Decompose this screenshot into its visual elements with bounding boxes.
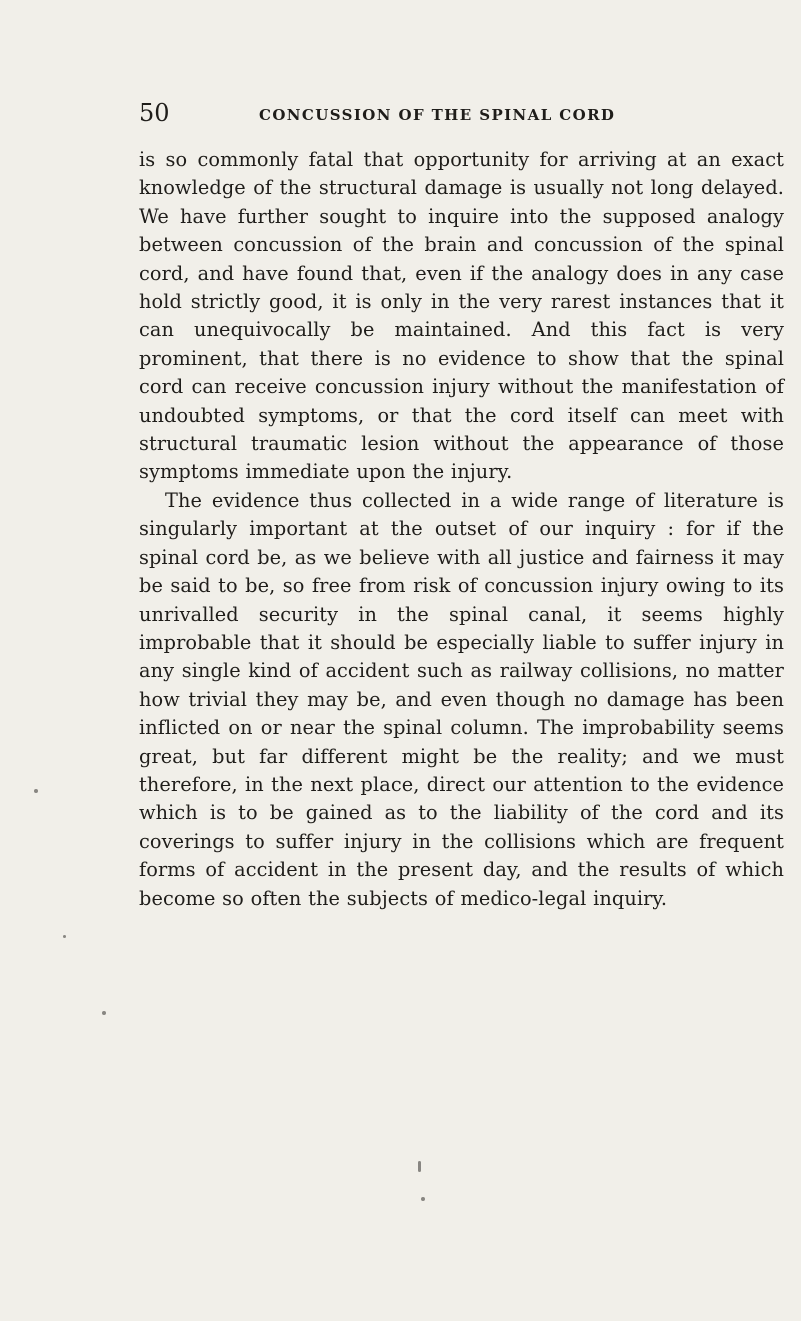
page-number: 50: [139, 99, 170, 127]
scan-speck: [63, 935, 66, 938]
scan-speck: [418, 1161, 421, 1172]
scan-speck: [102, 1011, 106, 1015]
scan-speck: [421, 1197, 425, 1201]
paragraph-evidence: The evidence thus collected in a wide range of literature is singularly important at the outset of our inquiry : for if the spinal cord be, as we believe with all justice and fairness it may be said to be, so free from risk of concussion injury owing to its unrivalled security in the spinal canal, it seems highly improbable that it should be especially liable to suffer injury in any single kind of accident such as railway collisions, no matter how trivial they may be, and even though no damage has been inflicted on or near the spinal column. The improbability seems great, but far different might be the reality; and we must therefore, in the next place, direct our attention to the evidence which is to be gained as to the liability of the cord and its coverings to suffer injury in the collisions which are frequent forms of accident in the present day, and the results of which become so often the subjects of medico-legal inquiry.: [139, 488, 784, 910]
page-body-text: [139, 146, 784, 913]
running-header: [139, 101, 776, 129]
running-title: CONCUSSION OF THE SPINAL CORD: [259, 106, 616, 124]
scan-speck: [34, 789, 38, 793]
paragraph-continuation: is so commonly fatal that opportunity for arriving at an exact knowledge of the structural damage is usually not long delayed. We have further sought to inquire into the supposed analogy between concussion of the brain and concussion of the spinal cord, and have found that, even if the analogy does in any case hold strictly good, it is only in the very rarest instances that it can unequivocally be maintained. And this fact is very prominent, that there is no evidence to show that the spinal cord can receive concussion injury without the manifestation of undoubted symptoms, or that the cord itself can meet with structural traumatic lesion without the appearance of those symptoms immediate upon the injury.: [139, 148, 784, 484]
